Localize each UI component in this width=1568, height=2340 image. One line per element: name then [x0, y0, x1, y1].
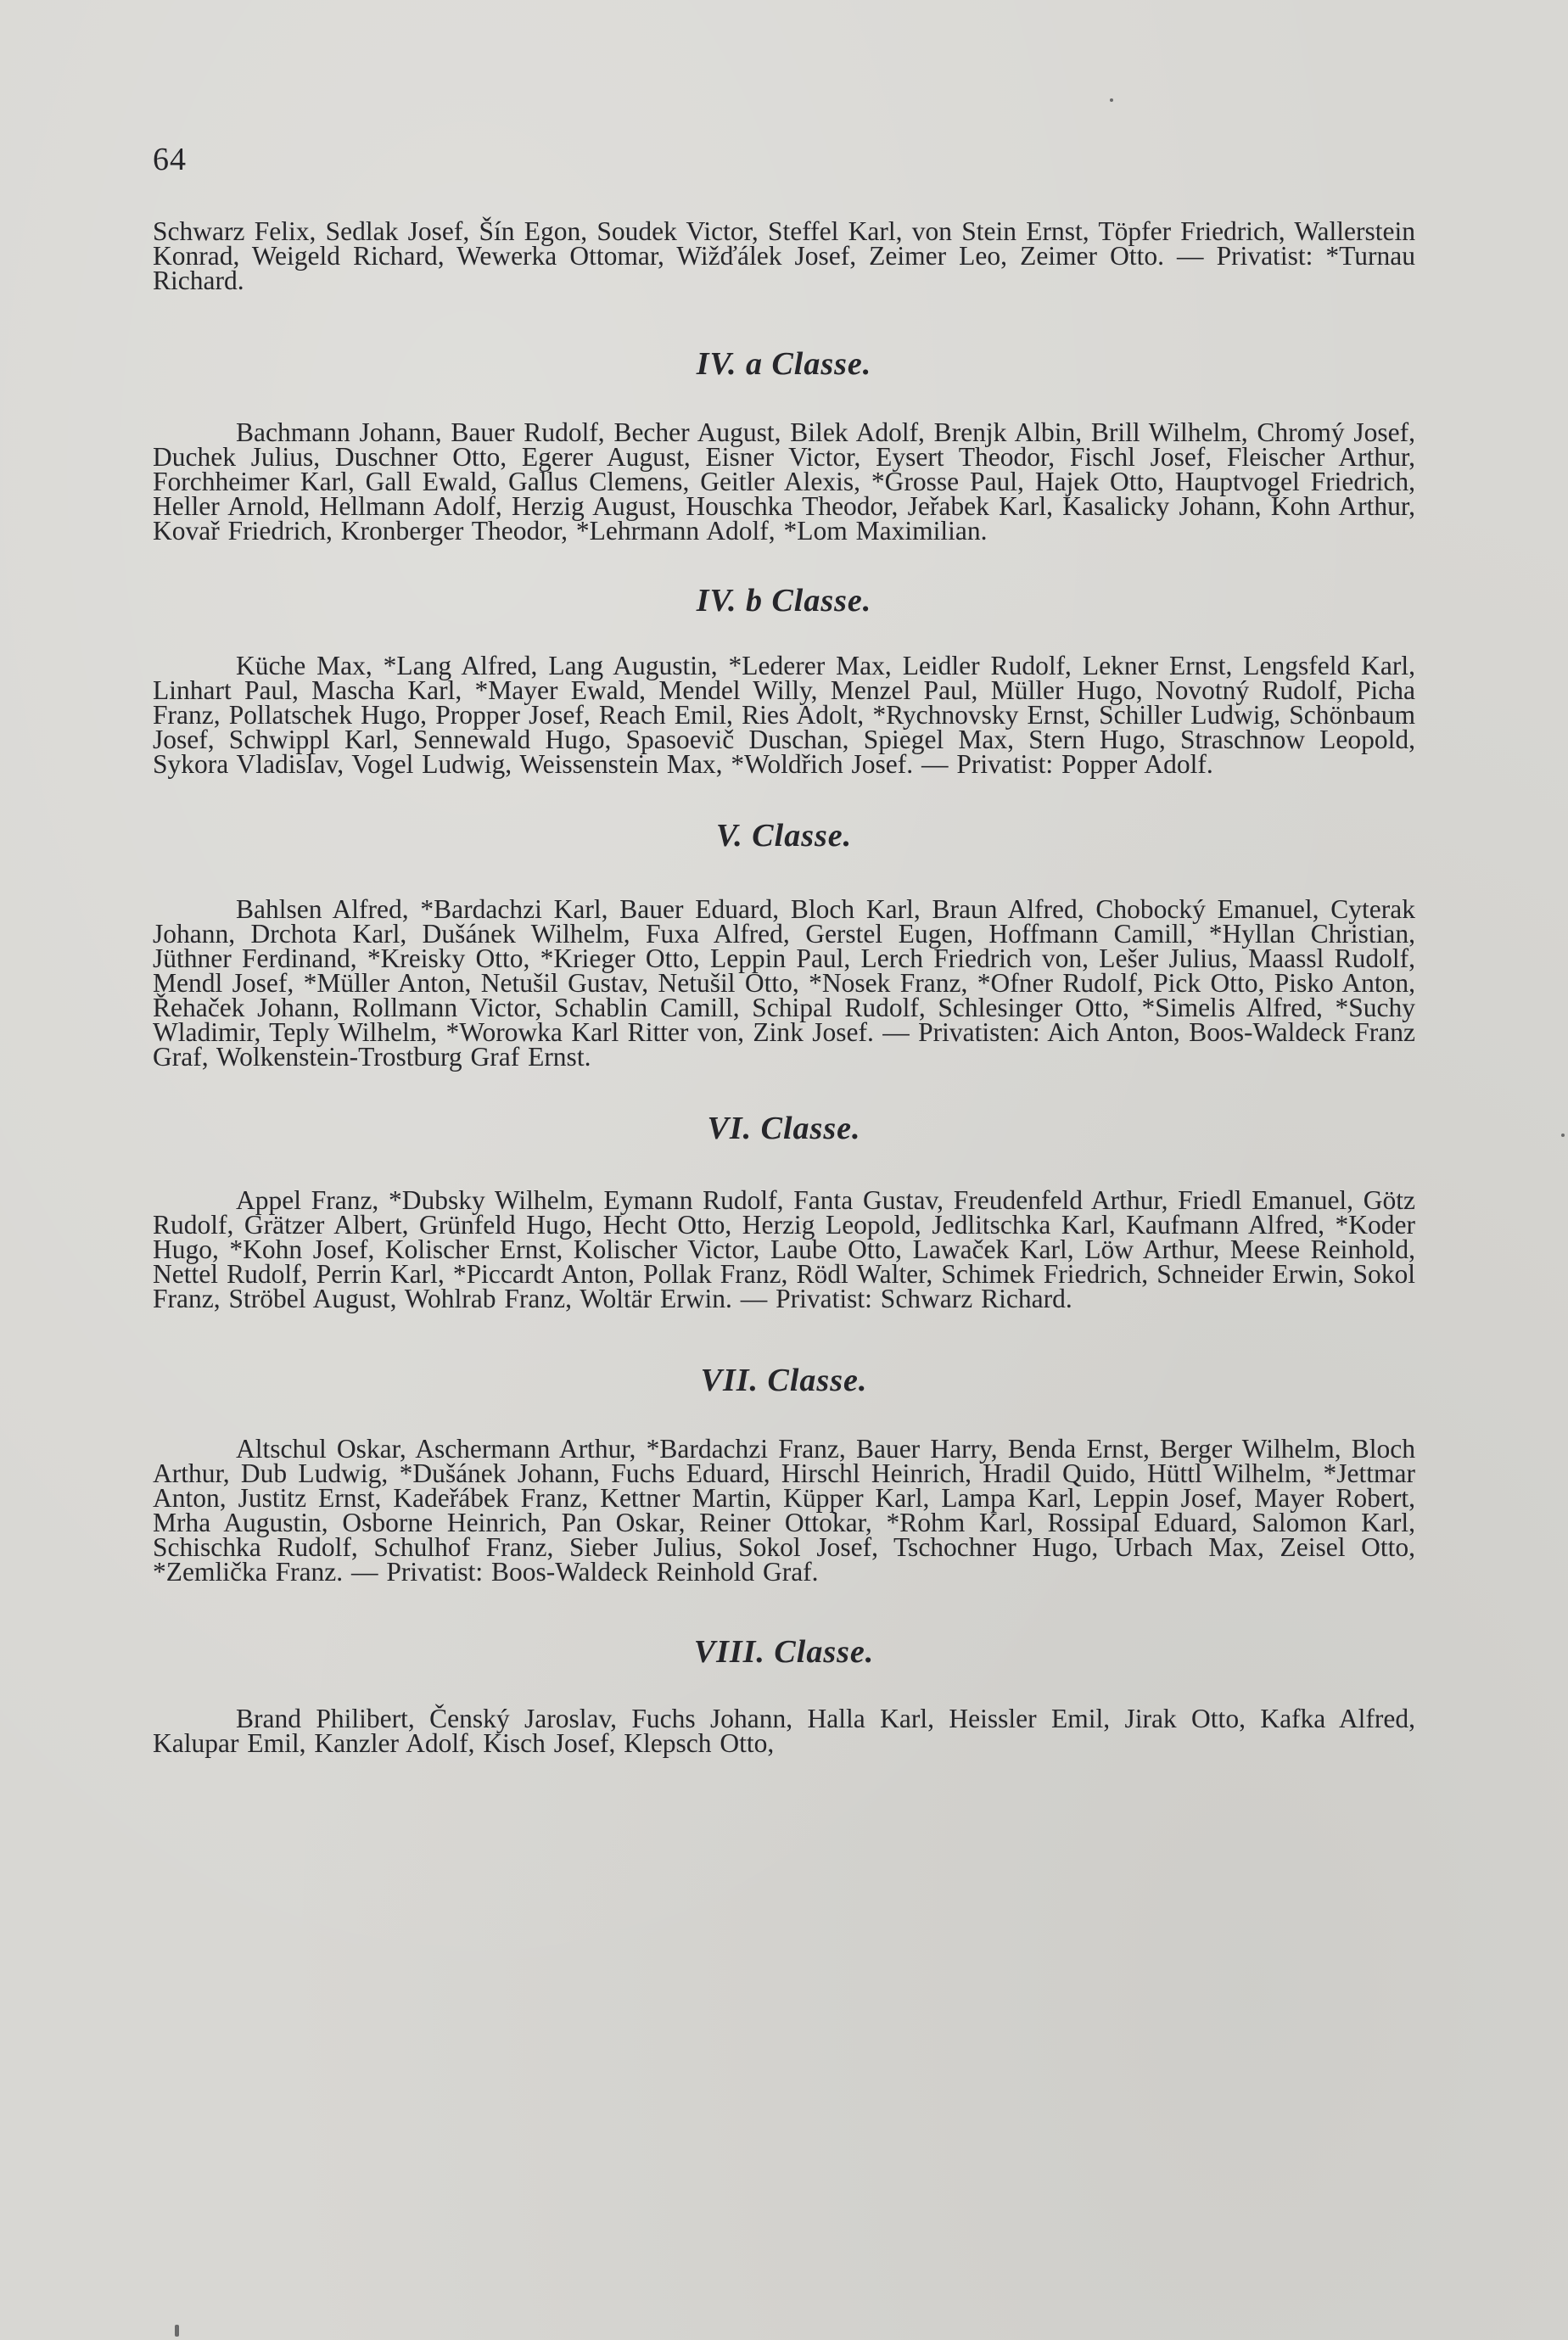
section-heading: IV. a Classe. [696, 346, 872, 382]
section-paragraph: Bahlsen Alfred, *Bardachzi Karl, Bauer Eduard, Bloch Karl, Braun Alfred, Chobocký Emanuel, Cyterak Johann, Drchota Karl, Dušánek Wilhelm, Fuxa Alfred, Gerstel Eugen, Hoffmann Camill, *Hyllan Christian, Jüthner Ferdinand, *Kreisky Otto, *Krieger Otto, Leppin Paul, Lerch Friedrich von, Lešer Julius, Maassl Rudolf, Mendl Josef, *Müller Anton, Netušil Gustav, Netušil Otto, *Nosek Franz, *Ofner Rudolf, Pick Otto, Pisko Anton, Řehaček Johann, Rollmann Victor, Schablin Camill, Schipal Rudolf, Schlesinger Otto, *Simelis Alfred, *Suchy Wladimir, Teply Wilhelm, *Worowka Karl Ritter von, Zink Josef. — Privatisten: Aich Anton, Boos-Waldeck Franz Graf, Wolkenstein-Trostburg Graf Ernst. [153, 894, 1415, 1072]
section-paragraph: Appel Franz, *Dubsky Wilhelm, Eymann Rudolf, Fanta Gustav, Freudenfeld Arthur, Friedl Emanuel, Götz Rudolf, Grätzer Albert, Grünfeld Hugo, Hecht Otto, Herzig Leopold, Jedlitschka Karl, Kaufmann Alfred, *Koder Hugo, *Kohn Josef, Kolischer Ernst, Kolischer Victor, Laube Otto, Lawaček Karl, Löw Arthur, Meese Reinhold, Nettel Rudolf, Perrin Karl, *Piccardt Anton, Pollak Franz, Rödl Walter, Schimek Friedrich, Schneider Erwin, Sokol Franz, Ströbel August, Wohlrab Franz, Woltär Erwin. — Privatist: Schwarz Richard. [153, 1185, 1415, 1313]
section-iv-b [153, 543, 1415, 779]
intro-paragraph: Schwarz Felix, Sedlak Josef, Šín Egon, Soudek Victor, Steffel Karl, von Stein Ernst, Töpfer Friedrich, Wallerstein Konrad, Weigeld Richard, Wewerka Ottomar, Wižďálek Josef, Zeimer Leo, Zeimer Otto. — Privatist: *Turnau Richard. [153, 216, 1415, 295]
section-heading: VIII. Classe. [693, 1634, 875, 1670]
section-heading: V. Classe. [715, 818, 853, 854]
paper-speck [175, 2325, 179, 2337]
section-vii [153, 1311, 1415, 1587]
section-vi [153, 1069, 1415, 1311]
section-paragraph: Brand Philibert, Čenský Jaroslav, Fuchs Johann, Halla Karl, Heissler Emil, Jirak Otto, Kafka Alfred, Kalupar Emil, Kanzler Adolf, Kisch Josef, Klepsch Otto, [153, 1704, 1415, 1758]
page-content [153, 216, 1415, 1758]
section-heading: IV. b Classe. [696, 583, 872, 619]
page-number: 64 [153, 142, 187, 177]
paper-speck [1110, 98, 1113, 102]
paper-speck [1561, 1134, 1565, 1137]
section-iv-a [153, 293, 1415, 546]
section-paragraph: Küche Max, *Lang Alfred, Lang Augustin, *Lederer Max, Leidler Rudolf, Lekner Ernst, Lengsfeld Karl, Linhart Paul, Mascha Karl, *Mayer Ewald, Mendel Willy, Menzel Paul, Müller Hugo, Novotný Rudolf, Picha Franz, Pollatschek Hugo, Propper Josef, Reach Emil, Ries Adolt, *Rychnovsky Ernst, Schiller Ludwig, Schönbaum Josef, Schwippl Karl, Sennewald Hugo, Spasoevič Duschan, Spiegel Max, Stern Hugo, Straschnow Leopold, Sykora Vladislav, Vogel Ludwig, Weissenstein Max, *Woldřich Josef. — Privatist: Popper Adolf. [153, 651, 1415, 779]
section-heading: VII. Classe. [700, 1363, 868, 1398]
section-v [153, 776, 1415, 1072]
section-paragraph: Bachmann Johann, Bauer Rudolf, Becher August, Bilek Adolf, Brenjk Albin, Brill Wilhelm, Chromý Josef, Duchek Julius, Duschner Otto, Egerer August, Eisner Victor, Eysert Theodor, Fischl Josef, Fleischer Arthur, Forchheimer Karl, Gall Ewald, Gallus Clemens, Geitler Alexis, *Grosse Paul, Hajek Otto, Hauptvogel Friedrich, Heller Arnold, Hellmann Adolf, Herzig August, Houschka Theodor, Jeřabek Karl, Kasalicky Johann, Kohn Arthur, Kovař Friedrich, Kronberger Theodor, *Lehrmann Adolf, *Lom Maximilian. [153, 417, 1415, 546]
section-paragraph: Altschul Oskar, Aschermann Arthur, *Bardachzi Franz, Bauer Harry, Benda Ernst, Berger Wilhelm, Bloch Arthur, Dub Ludwig, *Dušánek Johann, Fuchs Eduard, Hirschl Heinrich, Hradil Quido, Hüttl Wilhelm, *Jettmar Anton, Justitz Ernst, Kadeřábek Franz, Kettner Martin, Küpper Karl, Lampa Karl, Leppin Josef, Mayer Robert, Mrha Augustin, Osborne Heinrich, Pan Oskar, Reiner Ottokar, *Rohm Karl, Rossipal Eduard, Salomon Karl, Schischka Rudolf, Schulhof Franz, Sieber Julius, Sokol Josef, Tschochner Hugo, Urbach Max, Zeisel Otto, *Zemlička Franz. — Privatist: Boos-Waldeck Reinhold Graf. [153, 1434, 1415, 1587]
section-heading: VI. Classe. [707, 1111, 861, 1146]
section-viii [153, 1584, 1415, 1758]
